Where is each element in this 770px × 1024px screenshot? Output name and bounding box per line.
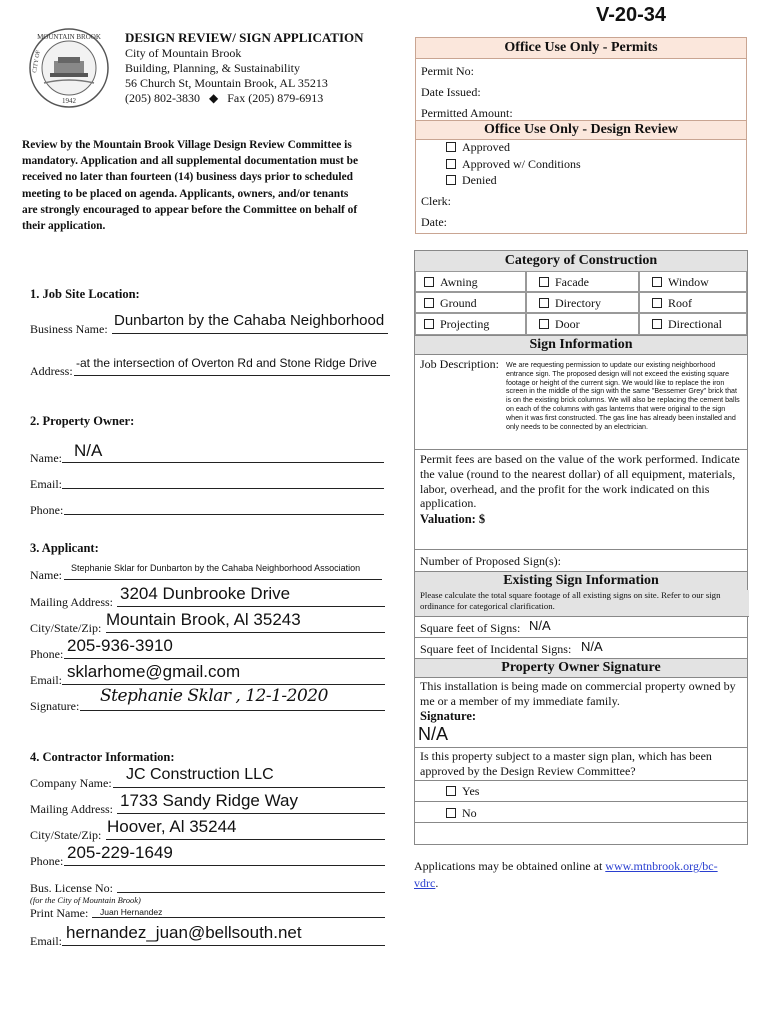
applicant-name-label: Name: (30, 568, 62, 582)
category-door[interactable] (526, 313, 639, 335)
category-awning[interactable] (415, 271, 526, 292)
incidental-signs-label: Square feet of Incidental Signs: (420, 642, 572, 656)
existing-divider (415, 637, 747, 638)
owner-name-field[interactable]: N/A (74, 441, 103, 460)
sign-info-divider-2 (415, 549, 747, 550)
license-field[interactable] (117, 892, 385, 893)
category-directory[interactable] (526, 292, 639, 313)
print-name-field[interactable]: Juan Hernandez (100, 907, 163, 917)
checkbox[interactable] (446, 175, 456, 185)
master-plan-question: Is this property subject to a master sign plan, which has been approved by the Design Review Committee? (420, 749, 712, 778)
incidental-signs-field[interactable]: N/A (581, 639, 603, 654)
category-label: Directory (555, 296, 601, 310)
job-site-heading: 1. Job Site Location: (30, 287, 140, 301)
company-name-line (113, 787, 385, 788)
existing-sign-heading: Existing Sign Information (415, 572, 747, 590)
checkbox[interactable] (539, 319, 549, 329)
applicant-city-field[interactable]: Mountain Brook, Al 35243 (106, 610, 301, 629)
owner-signature-field[interactable]: N/A (418, 724, 449, 744)
option-label: Yes (462, 784, 480, 798)
applicant-phone-label: Phone: (30, 647, 64, 661)
applicant-signature-label: Signature: (30, 699, 80, 713)
clerk-label: Clerk: (421, 194, 451, 208)
business-name-field[interactable]: Dunbarton by the Cahaba Neighborhood (114, 312, 385, 329)
footer-text (414, 858, 740, 892)
category-window[interactable] (639, 271, 747, 292)
category-facade[interactable] (526, 271, 639, 292)
owner-signature-heading: Property Owner Signature (415, 659, 747, 678)
category-label: Directional (668, 317, 722, 331)
sign-info-heading: Sign Information (415, 336, 747, 355)
applicant-city-label: City/State/Zip: (30, 621, 102, 635)
contractor-phone-label: Phone: (30, 854, 64, 868)
sign-info-divider (415, 449, 747, 450)
category-label: Roof (668, 296, 692, 310)
document-number: V-20-34 (596, 4, 667, 26)
applicant-phone-line (64, 658, 385, 659)
footer-prefix: Applications may be obtained online at (414, 859, 606, 873)
date-issued-label: Date Issued: (421, 85, 481, 99)
review-option-denied[interactable] (446, 173, 497, 188)
contractor-city-field[interactable]: Hoover, Al 35244 (107, 817, 237, 836)
review-option-approved[interactable] (446, 140, 510, 155)
owner-email-label: Email: (30, 477, 62, 491)
contractor-email-field[interactable]: hernandez_juan@bellsouth.net (66, 923, 302, 942)
form-title: DESIGN REVIEW/ SIGN APPLICATION (125, 30, 364, 45)
applicant-signature-line (80, 710, 385, 711)
permitted-amount-label: Permitted Amount: (421, 106, 513, 120)
footer-end: . (435, 876, 439, 890)
applicant-mailing-line (117, 606, 385, 607)
category-ground[interactable] (415, 292, 526, 313)
address-field[interactable]: -at the intersection of Overton Rd and Stone Ridge Drive (76, 356, 377, 370)
owner-email-field[interactable] (62, 488, 384, 489)
applicant-phone-field[interactable]: 205-936-3910 (67, 636, 173, 655)
owner-signature-label: Signature: (420, 709, 477, 723)
category-heading: Category of Construction (415, 251, 747, 272)
sqft-signs-field[interactable]: N/A (529, 618, 551, 633)
seal-year: 1942 (62, 97, 76, 105)
applicant-email-label: Email: (30, 673, 62, 687)
checkbox[interactable] (446, 142, 456, 152)
checkbox[interactable] (539, 277, 549, 287)
category-grid (415, 271, 747, 335)
category-label: Projecting (440, 317, 490, 331)
applicant-mailing-field[interactable]: 3204 Dunbrooke Drive (120, 584, 291, 603)
job-description-label: Job Description: (420, 357, 499, 371)
permit-fees-text: Permit fees are based on the value of the work performed. Indicate the value (round to the nearest dollar) of all equipment, materials, labor, overhead, and the profit for the work indicated on this application. (420, 452, 740, 511)
contractor-mailing-line (117, 813, 385, 814)
checkbox[interactable] (424, 319, 434, 329)
contractor-email-line (62, 945, 385, 946)
existing-sign-note: Please calculate the total square footage of all existing signs on site. Refer to our sign ordinance for categorical clarification. (415, 590, 749, 617)
owner-statement: This installation is being made on commercial property owned by me or a member of my immediate family. (420, 679, 736, 708)
applicant-mailing-label: Mailing Address: (30, 595, 113, 609)
header-line-2: Building, Planning, & Sustainability (125, 61, 301, 75)
checkbox[interactable] (424, 277, 434, 287)
category-label: Facade (555, 275, 589, 289)
valuation-label[interactable]: Valuation: $ (420, 512, 486, 526)
applicant-heading: 3. Applicant: (30, 541, 99, 555)
owner-name-line (62, 462, 384, 463)
option-label: Approved w/ Conditions (462, 157, 581, 171)
job-description-field[interactable]: We are requesting permission to update our existing neighborhood entrance sign. The proposed design will not exceed the existing square footage or height of the current sign. We would like to replace the iron screen in the middle of the sign with the same "Bessemer Grey" brick that is on the existing brick columns. We will also be replacing the cement balls on each of the columns with gas lanterns that were original to the sign when it was first constructed. The gas line has already been installed and only needs to be connected by an electrician. (506, 361, 740, 431)
applicant-email-field[interactable]: sklarhome@gmail.com (67, 662, 241, 681)
review-date-label: Date: (421, 215, 447, 229)
owner-sig-divider (415, 747, 747, 748)
master-option-no[interactable] (446, 806, 477, 821)
master-option-yes[interactable] (446, 784, 479, 799)
header-line-4: (205) 802-3830 ◆ Fax (205) 879-6913 (125, 91, 324, 105)
review-option-approved-conditions[interactable] (446, 157, 581, 172)
license-label: Bus. License No: (30, 881, 113, 895)
contractor-mailing-label: Mailing Address: (30, 802, 113, 816)
permit-no-label: Permit No: (421, 64, 474, 78)
property-owner-heading: 2. Property Owner: (30, 414, 135, 428)
checkbox[interactable] (446, 808, 456, 818)
contractor-phone-line (64, 865, 385, 866)
contractor-mailing-field[interactable]: 1733 Sandy Ridge Way (120, 791, 298, 810)
owner-phone-field[interactable] (64, 514, 384, 515)
seal-text-top: MOUNTAIN BROOK (37, 33, 101, 41)
contractor-city-line (106, 839, 385, 840)
owner-name-label: Name: (30, 451, 62, 465)
license-note: (for the City of Mountain Brook) (30, 895, 141, 905)
option-label: Approved (462, 140, 510, 154)
category-roof[interactable] (639, 292, 747, 313)
owner-phone-label: Phone: (30, 503, 64, 517)
checkbox[interactable] (539, 298, 549, 308)
category-label: Door (555, 317, 580, 331)
category-label: Ground (440, 296, 477, 310)
seal-graphic (28, 27, 110, 109)
master-divider-1 (415, 780, 747, 781)
office-review-heading: Office Use Only - Design Review (416, 121, 746, 140)
print-name-label: Print Name: (30, 906, 89, 920)
category-directional[interactable] (639, 313, 747, 335)
intro-paragraph: Review by the Mountain Brook Village Design Review Committee is mandatory. Application and all supplemental documentation must be received no later than fourteen (14) business days prior to scheduled meeting to be placed on agenda. Applicants, owners, and/or tenants are strongly encouraged to appear before the Committee on behalf of their application. (22, 139, 359, 233)
master-divider-2 (415, 801, 747, 802)
contractor-heading: 4. Contractor Information: (30, 750, 175, 764)
sqft-signs-label: Square feet of Signs: (420, 621, 521, 635)
address-line (74, 375, 390, 376)
header-line-3: 56 Church St, Mountain Brook, AL 35213 (125, 76, 328, 90)
company-name-field[interactable]: JC Construction LLC (126, 766, 274, 783)
company-name-label: Company Name: (30, 776, 112, 790)
option-label: Denied (462, 173, 497, 187)
print-name-line (92, 917, 385, 918)
category-label: Window (668, 275, 709, 289)
applicant-name-field[interactable]: Stephanie Sklar for Dunbarton by the Cahaba Neighborhood Association (71, 563, 361, 573)
checkbox[interactable] (446, 159, 456, 169)
contractor-city-label: City/State/Zip: (30, 828, 102, 842)
applicant-signature[interactable]: Stephanie Sklar , 12-1-2020 (100, 686, 328, 706)
checkbox[interactable] (652, 319, 662, 329)
category-projecting[interactable] (415, 313, 526, 335)
num-signs-label[interactable]: Number of Proposed Sign(s): (420, 554, 561, 568)
business-name-line (112, 333, 388, 334)
business-name-label: Business Name: (30, 322, 108, 336)
applicant-city-line (106, 632, 385, 633)
checkbox[interactable] (652, 298, 662, 308)
option-label: No (462, 806, 477, 820)
header-line-1: City of Mountain Brook (125, 46, 242, 60)
applicant-email-line (62, 684, 385, 685)
master-divider-3 (415, 822, 747, 823)
contractor-phone-field[interactable]: 205-229-1649 (67, 843, 173, 862)
checkbox[interactable] (652, 277, 662, 287)
address-label: Address: (30, 364, 73, 378)
office-permits-heading: Office Use Only - Permits (416, 38, 746, 59)
city-seal (28, 27, 110, 109)
contractor-email-label: Email: (30, 934, 62, 948)
applicant-name-line (64, 579, 382, 580)
seal-text-left: CITY OF (32, 49, 42, 74)
checkbox[interactable] (446, 786, 456, 796)
application-link[interactable]: www.mtnbrook.org/bc-vdrc (414, 859, 718, 890)
checkbox[interactable] (424, 298, 434, 308)
category-label: Awning (440, 275, 478, 289)
